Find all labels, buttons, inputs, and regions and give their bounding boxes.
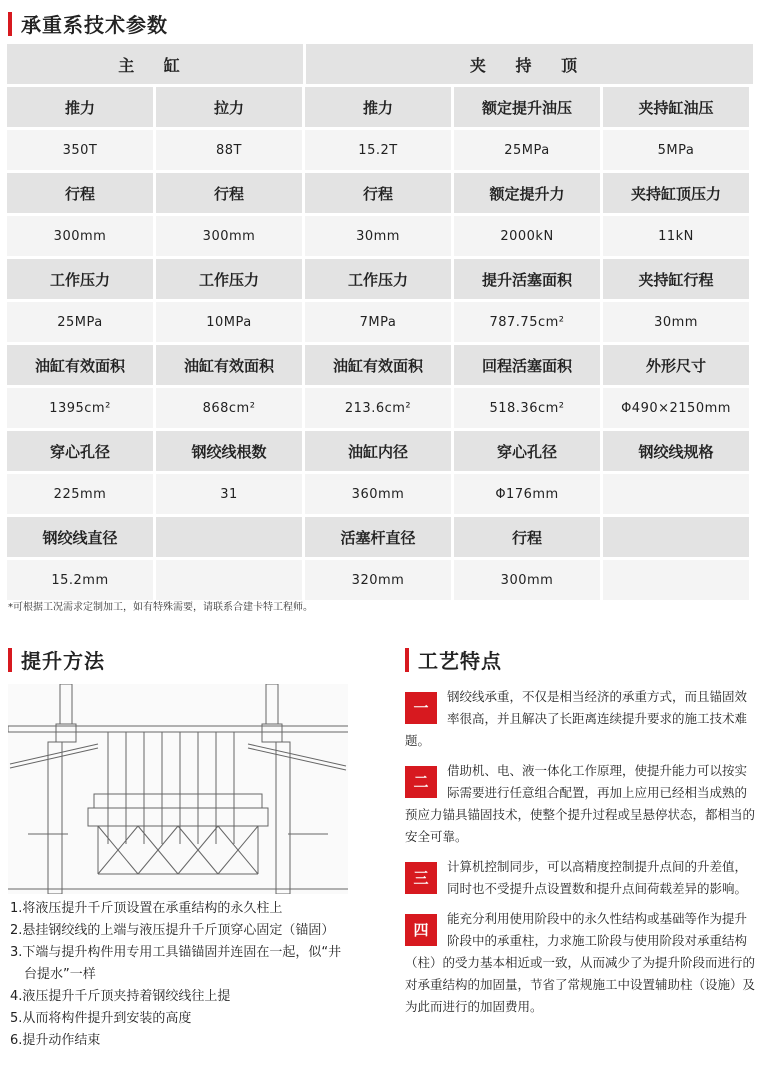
spec-header-row (7, 345, 753, 385)
spec-value-cell: 300mm (454, 560, 600, 600)
spec-value-cell: 25MPa (7, 302, 153, 342)
spec-label-cell: 拉力 (156, 87, 302, 127)
specs-title: 承重系技术参数 (21, 13, 168, 37)
lifting-title: 提升方法 (21, 649, 105, 673)
title-accent-bar (8, 648, 12, 672)
spec-label-cell: 油缸有效面积 (305, 345, 451, 385)
spec-value-cell: 15.2mm (7, 560, 153, 600)
spec-label-cell: 钢绞线规格 (603, 431, 749, 471)
feature-number-badge: 二 (405, 766, 437, 798)
spec-value-cell: Φ490×2150mm (603, 388, 749, 428)
feature-text: 借助机、电、液一体化工作原理，使提升能力可以按实际需要进行任意组合配置，再加上应用已经相当成熟的预应力锚具锚固技术，使整个提升过程或呈悬停状态，都相当的安全可靠。 (405, 763, 756, 844)
specs-footnote: *可根据工况需求定制加工，如有特殊需要，请联系合建卡特工程师。 (8, 602, 313, 613)
title-accent-bar (8, 12, 12, 36)
spec-label-cell: 活塞杆直径 (305, 517, 451, 557)
spec-value-cell: 787.75cm² (454, 302, 600, 342)
spec-label-cell: 行程 (7, 173, 153, 213)
spec-value-cell: 5MPa (603, 130, 749, 170)
spec-header-row (7, 259, 753, 299)
spec-label-cell: 额定提升油压 (454, 87, 600, 127)
group-header-row (7, 44, 753, 84)
spec-value-cell: 518.36cm² (454, 388, 600, 428)
spec-label-cell: 工作压力 (156, 259, 302, 299)
spec-value-cell: 30mm (603, 302, 749, 342)
spec-value-cell: 25MPa (454, 130, 600, 170)
lifting-step: 5.从而将构件提升到安装的高度 (10, 1011, 192, 1026)
lifting-step: 6.提升动作结束 (10, 1033, 101, 1048)
spec-value-cell (156, 560, 302, 600)
spec-header-row (7, 173, 753, 213)
lifting-step: 4.液压提升千斤顶夹持着钢绞线往上提 (10, 989, 231, 1004)
structure-drawing (8, 684, 348, 894)
group-clamp-jack: 夹 持 顶 (306, 44, 753, 84)
spec-label-cell: 油缸有效面积 (156, 345, 302, 385)
spec-value-cell: 1395cm² (7, 388, 153, 428)
spec-value-cell: Φ176mm (454, 474, 600, 514)
spec-value-cell: 2000kN (454, 216, 600, 256)
spec-label-cell: 工作压力 (7, 259, 153, 299)
spec-label-cell: 工作压力 (305, 259, 451, 299)
spec-label-cell: 外形尺寸 (603, 345, 749, 385)
group-main-cylinder: 主 缸 (7, 44, 303, 84)
spec-header-row (7, 87, 753, 127)
spec-value-cell: 225mm (7, 474, 153, 514)
spec-label-cell: 穿心孔径 (7, 431, 153, 471)
lifting-section-title (8, 645, 105, 674)
spec-label-cell: 回程活塞面积 (454, 345, 600, 385)
spec-label-cell: 推力 (7, 87, 153, 127)
spec-label-cell: 夹持缸顶压力 (603, 173, 749, 213)
spec-value-row (7, 388, 753, 428)
spec-label-cell: 钢绞线直径 (7, 517, 153, 557)
spec-label-cell: 穿心孔径 (454, 431, 600, 471)
spec-value-cell: 320mm (305, 560, 451, 600)
spec-value-row (7, 302, 753, 342)
feature-item (405, 908, 755, 1018)
specs-section-title (8, 9, 168, 38)
feature-text: 计算机控制同步，可以高精度控制提升点间的升差值，同时也不受提升点设置数和提升点间荷载差异的影响。 (447, 859, 748, 896)
spec-label-cell (603, 517, 749, 557)
spec-value-cell: 11kN (603, 216, 749, 256)
spec-label-cell: 行程 (156, 173, 302, 213)
spec-label-cell (156, 517, 302, 557)
spec-label-cell: 提升活塞面积 (454, 259, 600, 299)
spec-value-cell: 360mm (305, 474, 451, 514)
spec-value-cell (603, 560, 749, 600)
spec-header-row (7, 517, 753, 557)
spec-label-cell: 行程 (305, 173, 451, 213)
feature-text: 能充分利用使用阶段中的永久性结构或基础等作为提升阶段中的承重柱，力求施工阶段与使用阶段对承重结构（柱）的受力基本相近或一致，从而减少了为提升阶段而进行的对承重结构的加固量，节省了常规施工中设置辅助柱（设施）及为此而进行的加固费用。 (405, 911, 756, 1014)
lifting-structure-diagram (8, 684, 348, 894)
spec-value-cell (603, 474, 749, 514)
lifting-steps (10, 898, 350, 1052)
spec-label-cell: 夹持缸行程 (603, 259, 749, 299)
spec-label-cell: 额定提升力 (454, 173, 600, 213)
spec-label-cell: 钢绞线根数 (156, 431, 302, 471)
features-list (405, 686, 755, 1026)
feature-number-badge: 三 (405, 862, 437, 894)
spec-value-cell: 30mm (305, 216, 451, 256)
title-accent-bar (405, 648, 409, 672)
spec-value-cell: 31 (156, 474, 302, 514)
spec-label-cell: 油缸内径 (305, 431, 451, 471)
lifting-step: 2.悬挂钢绞线的上端与液压提升千斤顶穿心固定（锚固） (10, 923, 335, 938)
feature-text: 钢绞线承重，不仅是相当经济的承重方式，而且锚固效率很高，并且解决了长距离连续提升要求的施工技术难题。 (405, 689, 748, 748)
spec-label-cell: 行程 (454, 517, 600, 557)
spec-value-cell: 10MPa (156, 302, 302, 342)
spec-value-cell: 350T (7, 130, 153, 170)
spec-value-row (7, 474, 753, 514)
spec-value-row (7, 216, 753, 256)
spec-label-cell: 夹持缸油压 (603, 87, 749, 127)
spec-value-cell: 868cm² (156, 388, 302, 428)
spec-value-cell: 300mm (7, 216, 153, 256)
spec-label-cell: 油缸有效面积 (7, 345, 153, 385)
spec-value-cell: 88T (156, 130, 302, 170)
feature-item (405, 856, 755, 900)
spec-value-row (7, 560, 753, 600)
feature-item (405, 686, 755, 752)
spec-value-cell: 213.6cm² (305, 388, 451, 428)
lifting-step: 3.下端与提升构件用专用工具锚锚固并连固在一起，似“井台提水”一样 (10, 945, 342, 982)
spec-value-row (7, 130, 753, 170)
features-section-title (405, 645, 502, 674)
spec-header-row (7, 431, 753, 471)
features-title: 工艺特点 (418, 649, 502, 673)
spec-value-cell: 15.2T (305, 130, 451, 170)
spec-value-cell: 300mm (156, 216, 302, 256)
spec-value-cell: 7MPa (305, 302, 451, 342)
feature-number-badge: 一 (405, 692, 437, 724)
feature-number-badge: 四 (405, 914, 437, 946)
lifting-step: 1.将液压提升千斤顶设置在承重结构的永久柱上 (10, 901, 283, 916)
specs-table (7, 44, 753, 603)
spec-label-cell: 推力 (305, 87, 451, 127)
feature-item (405, 760, 755, 848)
